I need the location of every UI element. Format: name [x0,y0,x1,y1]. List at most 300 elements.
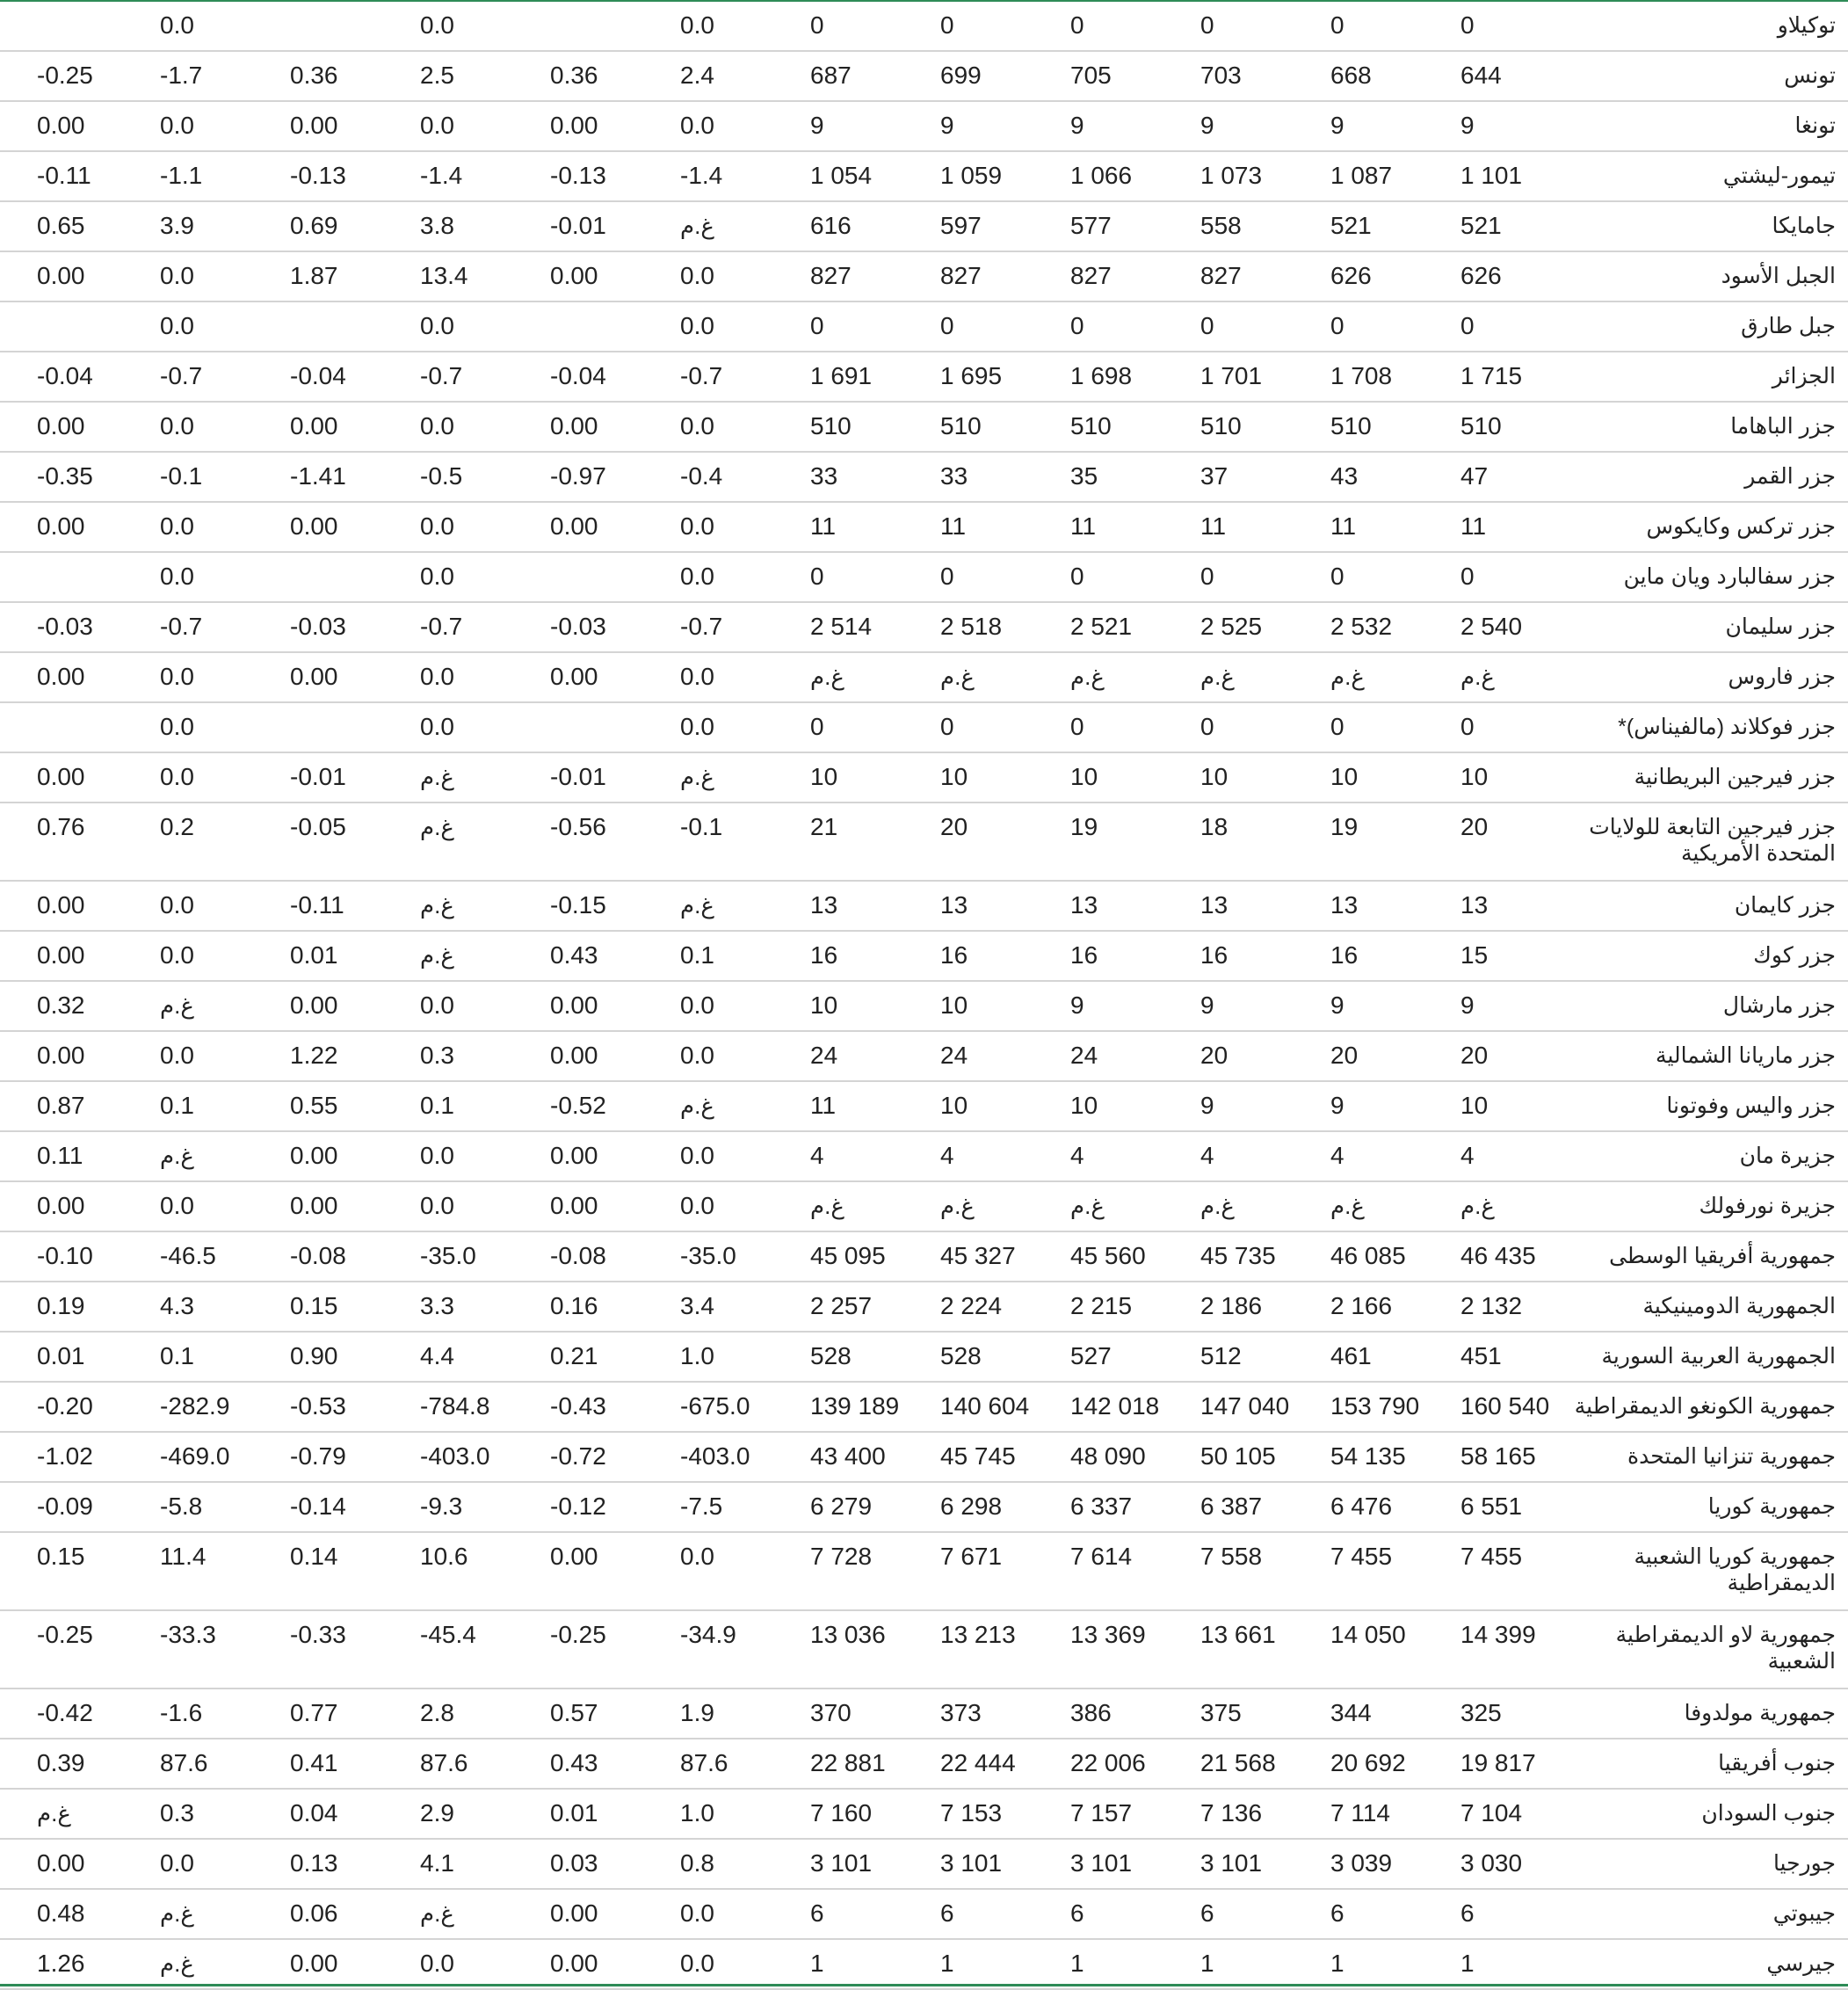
row-value-cell: 0 [1070,312,1084,339]
row-value-cell: 43 400 [810,1442,886,1470]
row-country-name: جزر واليس وفوتونا [1666,1093,1836,1118]
row-value-cell: 3.3 [420,1292,454,1319]
row-value-cell: 0.1 [420,1092,454,1119]
row-value-cell: 577 [1070,212,1112,239]
row-value-cell: 13.4 [420,262,468,289]
row-value-cell: غ.م [160,1900,194,1927]
row-value-cell: 9 [1200,1092,1214,1119]
row-value-cell: 0.16 [550,1292,598,1319]
row-country-name: جمهورية مولدوفا [1684,1701,1836,1725]
row-value-cell: غ.م [37,1800,71,1827]
table-row [0,1282,1848,1333]
row-value-cell: 0 [1200,11,1214,39]
row-value-cell: -0.08 [290,1242,346,1269]
row-value-cell: 0 [940,713,954,740]
row-country-name: جزيرة نورفولك [1699,1194,1836,1218]
row-country-name: الجمهورية الدومينيكية [1642,1294,1836,1318]
row-value-cell: 10 [1070,1092,1098,1119]
row-value-cell: 2.8 [420,1699,454,1726]
row-value-cell: -1.41 [290,462,346,490]
table-row [0,1611,1848,1689]
table-row [0,403,1848,453]
row-value-cell: -0.04 [37,362,93,389]
row-value-cell: 0.0 [160,663,194,690]
row-value-cell: 2 257 [810,1292,873,1319]
row-value-cell: 24 [940,1042,968,1069]
row-value-cell: 1 066 [1070,162,1133,189]
row-value-cell: 0.00 [290,663,338,690]
row-value-cell: -0.79 [290,1442,346,1470]
row-value-cell: -0.53 [290,1392,346,1420]
row-country-name: جزيرة مان [1739,1144,1836,1168]
table-row [0,1739,1848,1790]
row-value-cell: 4 [1070,1142,1084,1169]
row-value-cell: 0.90 [290,1342,338,1369]
row-value-cell: 10 [940,991,968,1019]
row-value-cell: 0.0 [420,412,454,439]
table-row [0,1333,1848,1383]
row-value-cell: 0.00 [550,112,598,139]
row-value-cell: -7.5 [680,1492,723,1520]
row-country-name: جيبوتي [1772,1901,1836,1926]
row-value-cell: 0.11 [37,1142,83,1169]
row-value-cell: 510 [810,412,852,439]
row-value-cell: 0.00 [550,1192,598,1219]
row-value-cell: 0.0 [680,1899,714,1927]
row-country-name: جزر فاروس [1728,665,1836,689]
row-value-cell: 7 558 [1200,1543,1263,1570]
row-value-cell: 0.0 [420,112,454,139]
row-value-cell: 0 [1330,11,1344,39]
row-value-cell: 0 [1070,563,1084,590]
row-value-cell: 24 [1070,1042,1098,1069]
row-value-cell: 2 532 [1330,613,1393,640]
row-value-cell: 0.0 [160,262,194,289]
row-value-cell: -1.4 [420,162,463,189]
row-value-cell: غ.م [420,814,454,840]
row-value-cell: 0.0 [160,312,194,339]
row-value-cell: 10.6 [420,1543,468,1570]
row-value-cell: 1 [1460,1950,1475,1977]
row-value-cell: 54 135 [1330,1442,1406,1470]
row-value-cell: -0.1 [680,813,723,840]
row-value-cell: -0.42 [37,1699,93,1726]
row-value-cell: 7 136 [1200,1799,1263,1827]
row-value-cell: 9 [1330,1092,1344,1119]
row-value-cell: 0.15 [37,1543,85,1570]
row-value-cell: غ.م [1460,1193,1495,1219]
row-value-cell: 33 [810,462,838,490]
row-value-cell: -0.56 [550,813,606,840]
row-value-cell: 0.1 [160,1092,194,1119]
row-value-cell: 0.00 [550,1142,598,1169]
table-row [0,1790,1848,1840]
row-value-cell: 7 455 [1330,1543,1393,1570]
row-value-cell: 0 [1460,312,1475,339]
row-value-cell: 20 [940,813,968,840]
row-value-cell: 0.2 [160,813,194,840]
row-value-cell: 0.00 [290,112,338,139]
row-value-cell: غ.م [680,1093,714,1119]
row-value-cell: غ.م [680,892,714,919]
row-value-cell: 510 [1070,412,1112,439]
row-value-cell: 0 [940,563,954,590]
row-value-cell: -0.11 [37,162,91,189]
row-value-cell: 3.8 [420,212,454,239]
row-value-cell: 0.21 [550,1342,598,1369]
row-value-cell: 699 [940,62,982,89]
row-value-cell: 0.0 [160,11,194,39]
row-value-cell: 11 [1200,512,1227,540]
row-value-cell: 0.00 [550,262,598,289]
row-value-cell: -0.25 [550,1621,606,1648]
row-value-cell: 9 [810,112,824,139]
row-value-cell: غ.م [1330,664,1365,690]
row-value-cell: 9 [1330,991,1344,1019]
row-value-cell: 0.65 [37,212,85,239]
row-value-cell: 1 708 [1330,362,1393,389]
row-value-cell: 0.00 [37,262,85,289]
row-value-cell: 0.0 [160,1849,194,1877]
row-value-cell: 510 [1460,412,1502,439]
table-row [0,1940,1848,1990]
table-row [0,1383,1848,1433]
row-value-cell: 19 [1330,813,1359,840]
row-value-cell: 0.06 [290,1899,338,1927]
row-value-cell: 0.0 [160,412,194,439]
row-value-cell: 375 [1200,1699,1242,1726]
row-value-cell: 47 [1460,462,1489,490]
row-value-cell: 0.0 [680,1042,714,1069]
row-value-cell: 827 [1200,262,1242,289]
row-value-cell: 0 [1070,11,1084,39]
row-country-name: جمهورية أفريقيا الوسطى [1609,1244,1836,1268]
row-value-cell: -35.0 [420,1242,476,1269]
row-value-cell: 4.4 [420,1342,454,1369]
row-value-cell: -0.04 [550,362,606,389]
row-value-cell: 7 728 [810,1543,873,1570]
row-value-cell: 7 455 [1460,1543,1523,1570]
row-value-cell: -0.7 [680,613,723,640]
row-value-cell: 0.57 [550,1699,598,1726]
row-value-cell: 9 [1070,112,1084,139]
row-value-cell: 9 [940,112,954,139]
table-row [0,1840,1848,1890]
row-value-cell: 4.1 [420,1849,454,1877]
row-value-cell: -1.6 [160,1699,203,1726]
row-value-cell: 1.22 [290,1042,338,1069]
row-value-cell: -0.03 [37,613,93,640]
row-value-cell: 1.26 [37,1950,85,1977]
row-value-cell: 0.32 [37,991,85,1019]
table-row [0,982,1848,1032]
row-value-cell: 87.6 [160,1749,208,1776]
row-country-name: تيمور-ليشتي [1722,163,1836,188]
row-value-cell: 1 698 [1070,362,1133,389]
row-country-name: توكيلاو [1777,13,1836,38]
row-value-cell: 2.4 [680,62,714,89]
row-value-cell: 0.0 [680,1543,714,1570]
row-value-cell: 45 745 [940,1442,1016,1470]
row-value-cell: 0.00 [550,991,598,1019]
row-value-cell: 6 298 [940,1492,1003,1520]
row-value-cell: 48 090 [1070,1442,1146,1470]
row-value-cell: 0.0 [420,1192,454,1219]
table-row [0,1082,1848,1132]
row-country-name: جمهورية تنزانيا المتحدة [1627,1444,1836,1469]
row-value-cell: 0.55 [290,1092,338,1119]
row-value-cell: 0 [1460,713,1475,740]
row-value-cell: غ.م [1460,664,1495,690]
row-value-cell: -1.02 [37,1442,93,1470]
table-row [0,453,1848,503]
row-value-cell: -34.9 [680,1621,736,1648]
row-value-cell: 0.3 [160,1799,194,1827]
row-value-cell: 510 [1330,412,1372,439]
row-value-cell: غ.م [160,1950,194,1977]
row-value-cell: 0.0 [680,1192,714,1219]
row-value-cell: -0.1 [160,462,203,490]
row-value-cell: 2 521 [1070,613,1133,640]
row-value-cell: 0.00 [290,1192,338,1219]
row-value-cell: 597 [940,212,982,239]
row-value-cell: 16 [1200,941,1228,969]
table-row [0,803,1848,882]
row-value-cell: 9 [1070,991,1084,1019]
row-value-cell: 0 [1460,563,1475,590]
row-value-cell: 6 [940,1899,954,1927]
row-value-cell: -0.7 [680,362,723,389]
row-value-cell: غ.م [680,764,714,790]
row-value-cell: 6 [1460,1899,1475,1927]
row-value-cell: 668 [1330,62,1372,89]
row-value-cell: 527 [1070,1342,1112,1369]
row-value-cell: 0.00 [290,991,338,1019]
row-country-name: جزر ماريانا الشمالية [1656,1043,1836,1068]
row-value-cell: 626 [1330,262,1372,289]
row-value-cell: 0.0 [420,11,454,39]
row-value-cell: 0 [810,312,824,339]
row-value-cell: 45 327 [940,1242,1016,1269]
row-value-cell: 20 [1460,1042,1489,1069]
row-value-cell: 2 525 [1200,613,1263,640]
row-country-name: جيرسي [1766,1951,1836,1976]
row-value-cell: 0.00 [290,412,338,439]
row-value-cell: -282.9 [160,1392,230,1420]
row-value-cell: 19 817 [1460,1749,1536,1776]
row-value-cell: 4.3 [160,1292,194,1319]
row-value-cell: 0.13 [290,1849,338,1877]
row-value-cell: 21 [810,813,838,840]
row-value-cell: 139 189 [810,1392,900,1420]
row-value-cell: 3 101 [1200,1849,1263,1877]
row-value-cell: 373 [940,1699,982,1726]
row-value-cell: 0.0 [160,563,194,590]
row-value-cell: -35.0 [680,1242,736,1269]
row-country-name: جزر مارشال [1722,993,1836,1018]
row-value-cell: 626 [1460,262,1502,289]
row-value-cell: 11.4 [160,1543,207,1570]
row-value-cell: 20 [1200,1042,1228,1069]
row-value-cell: 2 132 [1460,1292,1523,1319]
row-value-cell: 0.87 [37,1092,85,1119]
row-value-cell: 528 [810,1342,852,1369]
row-value-cell: 13 213 [940,1621,1016,1648]
row-value-cell: 827 [940,262,982,289]
row-value-cell: 0.39 [37,1749,85,1776]
row-value-cell: 0.0 [160,763,194,790]
row-value-cell: 0.00 [37,763,85,790]
row-value-cell: 0 [1070,713,1084,740]
row-value-cell: -0.7 [160,362,203,389]
row-value-cell: -0.25 [37,62,93,89]
row-value-cell: 0.00 [550,663,598,690]
table-row [0,252,1848,302]
row-country-name: جزر كايمان [1734,893,1836,918]
row-country-name: الجمهورية العربية السورية [1601,1344,1836,1369]
row-value-cell: -0.5 [420,462,463,490]
row-value-cell: 10 [1460,1092,1489,1119]
row-value-cell: 0 [1330,312,1344,339]
row-value-cell: 558 [1200,212,1242,239]
row-value-cell: 0.0 [680,563,714,590]
row-value-cell: 0.00 [290,512,338,540]
row-value-cell: 16 [810,941,838,969]
row-value-cell: 9 [1330,112,1344,139]
row-value-cell: -0.7 [420,613,463,640]
row-value-cell: 0.0 [680,713,714,740]
row-value-cell: 1 054 [810,162,873,189]
row-value-cell: 0.0 [680,663,714,690]
row-value-cell: 0 [1200,563,1214,590]
row-value-cell: 160 540 [1460,1392,1550,1420]
row-value-cell: 7 671 [940,1543,1003,1570]
row-value-cell: 0.00 [290,1950,338,1977]
row-country-name: جمهورية كوريا الشعبية الديمقراطية [1634,1544,1836,1595]
row-value-cell: 0.0 [680,112,714,139]
row-value-cell: 0.0 [680,412,714,439]
table-row [0,1689,1848,1739]
row-value-cell: -5.8 [160,1492,203,1520]
row-value-cell: 46 435 [1460,1242,1536,1269]
row-value-cell: 0.0 [160,891,194,919]
row-value-cell: غ.م [940,664,975,690]
row-value-cell: 0.0 [420,1950,454,1977]
row-value-cell: 13 [940,891,968,919]
row-value-cell: 0.00 [37,941,85,969]
row-value-cell: 325 [1460,1699,1502,1726]
row-value-cell: -0.97 [550,462,606,490]
row-value-cell: 0 [1330,563,1344,590]
row-value-cell: 2 224 [940,1292,1003,1319]
row-value-cell: 6 279 [810,1492,873,1520]
row-value-cell: 153 790 [1330,1392,1420,1420]
row-value-cell: 13 036 [810,1621,886,1648]
row-value-cell: 16 [1330,941,1359,969]
row-value-cell: 3 101 [810,1849,873,1877]
row-value-cell: 7 157 [1070,1799,1133,1827]
row-value-cell: 528 [940,1342,982,1369]
row-value-cell: 50 105 [1200,1442,1276,1470]
row-value-cell: 6 [1200,1899,1214,1927]
table-row [0,1232,1848,1282]
row-value-cell: 4 [940,1142,954,1169]
row-value-cell: غ.م [420,942,454,969]
row-value-cell: غ.م [1330,1193,1365,1219]
row-value-cell: 0 [810,11,824,39]
row-value-cell: 0.36 [550,62,598,89]
table-row [0,1890,1848,1940]
row-value-cell: 0.00 [550,1543,598,1570]
row-value-cell: 2 166 [1330,1292,1393,1319]
row-value-cell: 0.0 [420,713,454,740]
row-value-cell: 451 [1460,1342,1502,1369]
row-value-cell: 3 039 [1330,1849,1393,1877]
row-value-cell: 3.4 [680,1292,714,1319]
row-value-cell: -0.43 [550,1392,606,1420]
row-value-cell: 0.1 [160,1342,194,1369]
row-value-cell: 1.9 [680,1699,714,1726]
row-value-cell: -403.0 [420,1442,490,1470]
row-value-cell: 0.43 [550,941,598,969]
row-value-cell: 2 518 [940,613,1003,640]
row-value-cell: 616 [810,212,852,239]
row-value-cell: 0.00 [550,512,598,540]
row-value-cell: -0.72 [550,1442,606,1470]
row-value-cell: -0.01 [550,763,606,790]
row-value-cell: 0.0 [680,312,714,339]
row-country-name: جزر فيرجين التابعة للولايات المتحدة الأمريكية [1589,815,1836,866]
row-value-cell: 0.00 [37,1849,85,1877]
row-value-cell: 0.41 [290,1749,338,1776]
row-value-cell: 0.0 [420,991,454,1019]
row-value-cell: 24 [810,1042,838,1069]
row-value-cell: 0.43 [550,1749,598,1776]
row-value-cell: 20 [1460,813,1489,840]
row-value-cell: 10 [1070,763,1098,790]
row-value-cell: 58 165 [1460,1442,1536,1470]
row-value-cell: 11 [940,512,967,540]
row-value-cell: غ.م [420,892,454,919]
row-country-name: جزر القمر [1744,464,1836,489]
row-value-cell: 827 [1070,262,1112,289]
row-value-cell: غ.م [940,1193,975,1219]
row-value-cell: 20 [1330,1042,1359,1069]
table-row [0,603,1848,653]
row-value-cell: 0.01 [290,941,338,969]
row-value-cell: 1.0 [680,1799,714,1827]
table-row [0,1182,1848,1232]
row-value-cell: -0.10 [37,1242,93,1269]
row-value-cell: 0.00 [550,1899,598,1927]
row-value-cell: غ.م [1200,664,1235,690]
row-value-cell: -0.09 [37,1492,93,1520]
row-country-name: جزر الباهاما [1730,414,1836,439]
row-country-name: جزر كوك [1753,943,1836,968]
row-value-cell: -0.01 [290,763,346,790]
row-value-cell: -0.03 [290,613,346,640]
row-country-name: جزر سليمان [1725,614,1836,639]
row-value-cell: 0.00 [550,412,598,439]
row-value-cell: 13 [1070,891,1098,919]
row-value-cell: -33.3 [160,1621,216,1648]
row-value-cell: 4 [810,1142,824,1169]
row-value-cell: 0.0 [420,1142,454,1169]
row-value-cell: -0.01 [550,212,606,239]
table-row [0,1032,1848,1082]
table-row [0,882,1848,932]
row-value-cell: 4 [1330,1142,1344,1169]
